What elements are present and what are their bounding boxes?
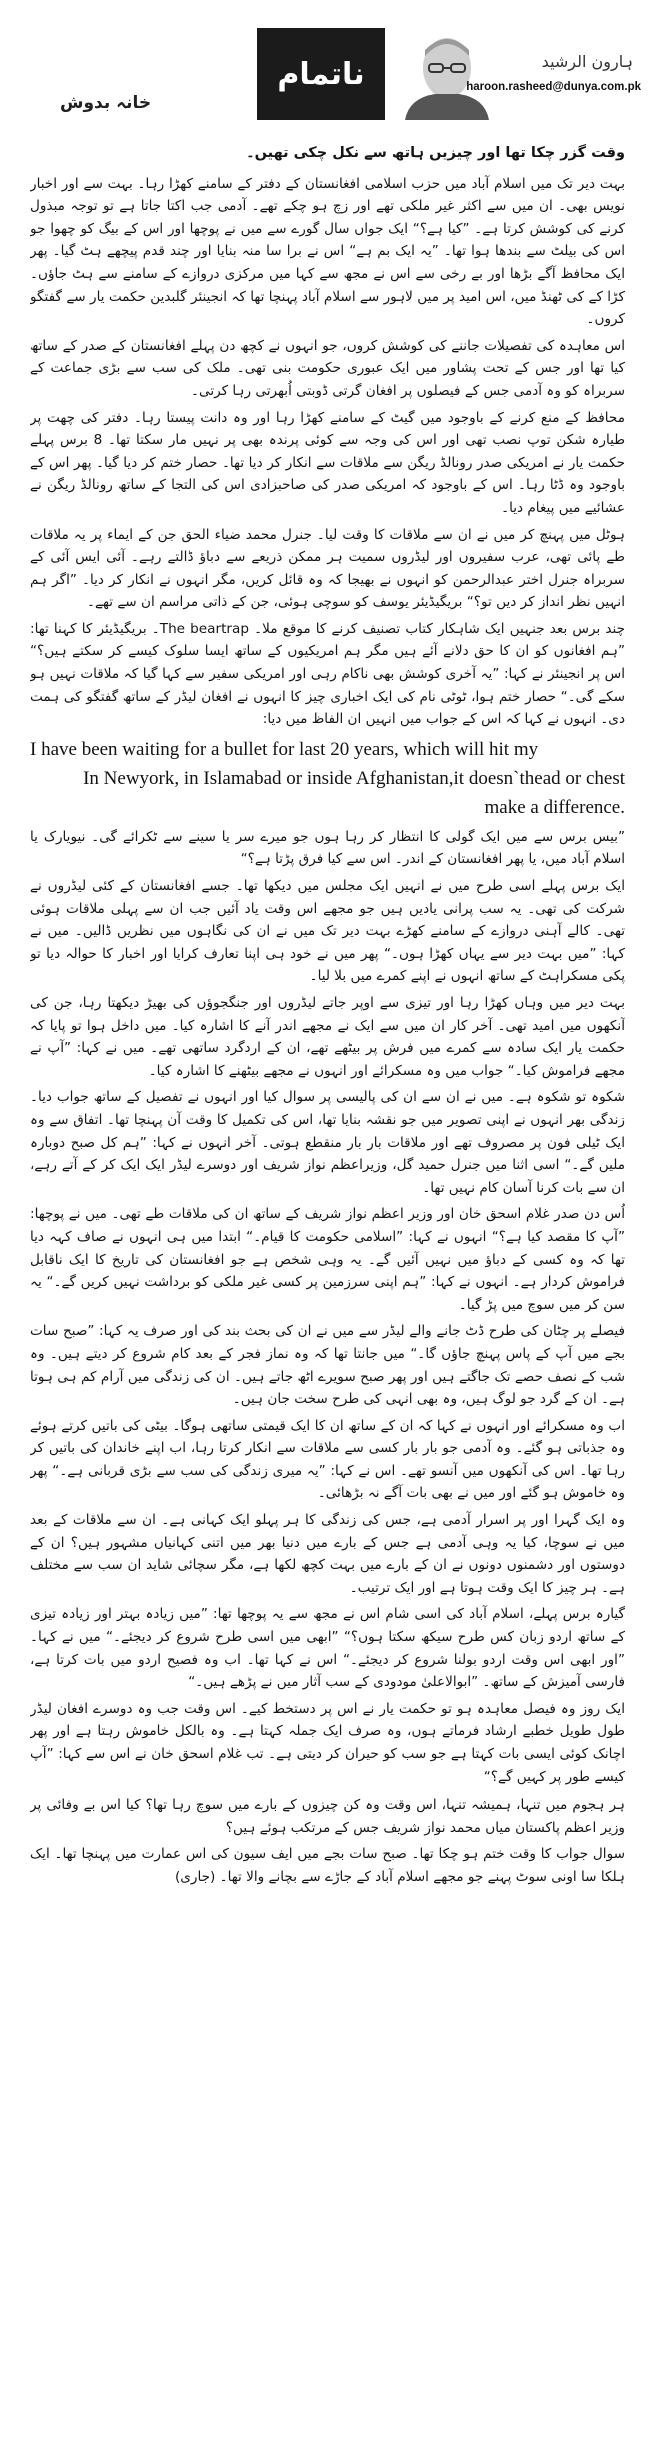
article-paragraph: ایک برس پہلے اسی طرح میں نے انہیں ایک مجلس میں دیکھا تھا۔ جسے افغانستان کے کئی لیڈروں نے شرکت کی تھی۔ یہ سب پرانی یادیں ہیں جو مجھے اس وقت یاد آئیں جب ان سے پہلی ملاقات ہوئی تھی۔ کالے آہنی دروازے کے سامنے کھڑے بہت دیر تک میں نے ان کی نگاہوں میں نظریں ڈالیں۔ میں نے کہا: ”میں بہت دیر سے یہاں کھڑا ہوں۔“ پھر میں نے خود ہی اپنا تعارف کرایا اور اخبار کا حوالہ دیا تو پکی مسکراہٹ کے ساتھ انہوں نے اپنے کمرے میں بلا لیا۔ [30, 878, 625, 985]
article-lead: وقت گزر چکا تھا اور چیزیں ہاتھ سے نکل چکی تھیں۔ [246, 145, 625, 161]
author-meta [466, 52, 641, 93]
article-paragraph: اب وہ مسکرائے اور انہوں نے کہا کہ ان کے ساتھ ان کا ایک قیمتی ساتھی ہوگا۔ بیٹی کی باتیں کرتے ہوئے وہ جذباتی ہو گئے۔ وہ آدمی جو بار بار کسی سے ملاقات سے انکار کرتا رہا، اب اپنے خاندان کی باتیں کر رہا تھا۔ اس کی آنکھوں میں آنسو تھے۔ اس نے کہا: ”یہ میری زندگی کی سب سے بڑی قربانی ہے۔“ پھر وہ خاموش ہو گئے اور میں نے بھی بات آگے نہ بڑھائی۔ [30, 1417, 625, 1502]
article-paragraph: ہوٹل میں پہنچ کر میں نے ان سے ملاقات کا وقت لیا۔ جنرل محمد ضیاء الحق جن کے ایماء پر یہ ملاقات طے پائی تھی، عرب سفیروں اور لیڈروں سمیت ہر ممکن ذریعے سے دباؤ ڈالتے رہے۔ آئی ایس آئی کے سربراہ جنرل اختر عبدالرحمن کو انہوں نے بھیجا کہ وہ قائل کریں، مگر انہوں نے انکار کر دیا۔ ”اگر ہم انہیں نظر انداز کر دیں تو؟“ بریگیڈیئر یوسف کو سوچی ہوئی، جن کے ذاتی مراسم ان سے تھے۔ [30, 526, 625, 611]
article-paragraph: بہت دیر تک میں اسلام آباد میں حزب اسلامی افغانستان کے دفتر کے سامنے کھڑا رہا۔ بہت سے اور اخبار نویس بھی۔ ان میں سے اکثر غیر ملکی تھے اور زچ ہو چکے تھے۔ آدمی جب اکتا جاتا ہے تو توجہ مبذول کرنے کی کوشش کرتا ہے۔ ”کیا ہے؟“ ایک جواں سال گورے سے میں نے پوچھا اور اس کے بیگ کو چھوا جو اس کی بیلٹ سے بندھا ہوا تھا۔ ”یہ ایک بم ہے“ اس نے برا سا منہ بنایا اور چند قدم پیچھے ہٹ گیا۔ پھر ایک محافظ آگے بڑھا اور بے رخی سے اس نے مجھ سے کہا میں مرکزی دروازے کے سامنے سے ہٹ جاؤں۔ کڑا کے کی ٹھنڈ میں، اس امید پر میں لاہور سے اسلام آباد پہنچا تھا کہ انجینئر گلبدین حکمت یار سے گفتگو کروں۔ [30, 175, 625, 328]
article-paragraph: محافظ کے منع کرنے کے باوجود میں گیٹ کے سامنے کھڑا رہا اور وہ دانت پیستا رہا۔ دفتر کی چھت پر طیارہ شکن توپ نصب تھی اور اس کی وجہ سے کوئی پرندہ بھی پر نہیں مار سکتا تھا۔ 8 برس پہلے حکمت یار نے امریکی صدر رونالڈ ریگن سے ملاقات سے انکار کر دیا تھا۔ حصار ختم کر دیا گیا۔ پھر اس کے باوجود وہ ڈٹا رہا۔ اس کے باوجود کہ امریکی صدر کی صاحبزادی اس کی التجا کے ساتھ رونالڈ ریگن نے عشائیے میں پیغام دیا۔ [30, 409, 625, 516]
article-paragraph: گیارہ برس پہلے، اسلام آباد کی اسی شام اس نے مجھ سے یہ پوچھا تھا: ”میں زیادہ بہتر اور زیادہ تیزی کے ساتھ اردو زبان کس طرح سیکھ سکتا ہوں؟“ ”ابھی میں اسی طرح شروع کر دیجئے۔“ میں نے کہا۔ ”اور ابھی اس وقت اردو بولنا شروع کر دیجئے۔“ اس نے کہا تھا۔ اب وہ فصیح اردو میں بات کرتا ہے، فارسی آمیزش کے ساتھ۔ ”ابوالاعلیٰ مودودی کے سب آثار میں نے پڑھے ہیں۔“ [30, 1606, 625, 1691]
article-closing-paragraph: ہر ہجوم میں تنہا، ہمیشہ تنہا، اس وقت وہ کن چیزوں کے بارے میں سوچ رہا تھا؟ کیا اس بے وفائی پر وزیر اعظم پاکستان میاں محمد نواز شریف جس کے مرتکب ہوئے ہیں؟ [30, 1797, 625, 1836]
column-logo-text: ناتمام [277, 56, 365, 92]
article-paragraph: اس معاہدہ کی تفصیلات جاننے کی کوشش کروں، جو انہوں نے کچھ دن پہلے افغانستان کے صدر کے ساتھ کیا تھا اور جس کے تحت پشاور میں ایک عبوری حکومت بنی تھی۔ ملک کی سب سے بڑی جماعت کے سربراہ کو وہ آدمی جس کے فیصلوں پر افغان گرتی ڈوبتی اُبھرتی رہا کرتی۔ [30, 337, 625, 399]
article-paragraph: چند برس بعد جنہیں ایک شاہکار کتاب تصنیف کرنے کا موقع ملا۔ The beartrap۔ بریگیڈیئر کا کہنا تھا: ”ہم افغانوں کو ان کا حق دلانے آئے ہیں مگر ہم امریکیوں کے ساتھ ایسا سلوک کیسے کر سکتے ہیں؟“ اس پر انجینئر نے کہا: ”یہ آخری کوشش بھی ناکام رہی اور امریکی سفیر سے کہا گیا کہ ملاقات نہیں ہو سکے گی۔“ حصار ختم ہوا، ٹوٹی نام کی ایک اخباری چیز کا انہوں نے افغان لیڈر کے ساتھ گفتگو کی ہمت دی۔ انہوں نے کہا کہ اس کے جواب میں انہیں ان الفاظ میں دیا: [30, 620, 625, 728]
article-closing-paragraph: سوال جواب کا وقت ختم ہو چکا تھا۔ صبح سات بجے میں ایف سیون کی اس عمارت میں پہنچا تھا۔ ایک ہلکا سا اونی سوٹ پہنے جو مجھے اسلام آباد کے جاڑے سے بچانے والا تھا۔ (جاری) [30, 1846, 625, 1885]
english-quote-line: make a difference. [484, 796, 625, 818]
article-body [30, 142, 625, 2442]
author-email[interactable]: haroon.rasheed@dunya.com.pk [466, 81, 641, 93]
column-logo [257, 28, 385, 120]
author-photo [395, 28, 499, 120]
column-title: خانہ بدوش [60, 93, 152, 113]
article-paragraph: اُس دن صدر غلام اسحق خان اور وزیر اعظم نواز شریف کے ساتھ ان کی ملاقات طے تھی۔ میں نے پوچھا: ”آپ کا مقصد کیا ہے؟“ انہوں نے کہا: ”اسلامی حکومت کا قیام۔“ ابتدا میں ہی انہوں نے صاف کہہ دیا تھا کہ وہ کسی کے دباؤ میں نہیں آئیں گے۔ یہ وہی شخص ہے جو افغانستان کی تاریخ کا ایک ناقابل فراموش کردار ہے۔ انہوں نے کہا: ”ہم اپنی سرزمین پر کسی غیر ملکی کو برداشت نہیں کریں گے۔“ یہ سن کر میں سوچ میں پڑ گیا۔ [30, 1206, 625, 1313]
article-paragraph: وہ ایک گہرا اور پر اسرار آدمی ہے، جس کی زندگی کا ہر پہلو ایک کہانی ہے۔ ان سے ملاقات کے بعد میں نے سوچا، کیا یہ وہی آدمی ہے جس کے بارے میں دنیا بھر میں اتنی کہانیاں مشہور ہیں؟ ان کے دوستوں اور دشمنوں دونوں نے ان کے بارے میں بہت کچھ لکھا ہے، مگر سچائی شاید ان سب سے مختلف ہے۔ ہر چیز کا ایک وقت ہوتا ہے اور ایک ترتیب۔ [30, 1512, 625, 1596]
column-masthead [257, 28, 641, 120]
english-quote [30, 735, 625, 822]
article-paragraph: شکوہ تو شکوہ ہے۔ میں نے ان سے ان کی پالیسی پر سوال کیا اور انہوں نے تفصیل کے ساتھ جواب دیا۔ زندگی بھر انہوں نے اپنی تصویر میں جو نقشہ بنایا تھا، اس کی تکمیل کا وقت آن پہنچا تھا۔ اتفاق سے وہ ایک ٹیلی فون پر مصروف تھے اور ملاقات بار بار منقطع ہوتی۔ آخر انہوں نے کہا: ”ہم کل صبح دوبارہ ملیں گے۔“ اسی اثنا میں جنرل حمید گل، وزیراعظم نواز شریف اور دوسرے لیڈر ایک ایک کر کے آتے رہے، ان سے بات کرنا آسان کام نہیں تھا۔ [30, 1089, 625, 1196]
article-paragraph: بہت دیر میں وہاں کھڑا رہا اور تیزی سے اوپر جاتے لیڈروں اور جنگجوؤں کی بھیڑ دیکھتا رہا، جن کی آنکھوں میں امید تھی۔ آخر کار ان میں سے ایک نے مجھے اندر آنے کا اشارہ کیا۔ میں داخل ہوا تو پایا کہ حکمت یار ایک سادہ سے کمرے میں فرش پر بیٹھے تھے، ان کے اردگرد ساتھی تھے۔ میں نے کہا: ”آپ نے مجھے فراموش کیا۔“ جواب میں وہ مسکرائے اور انہوں نے مجھے بیٹھنے کا اشارہ کیا۔ [30, 995, 625, 1079]
article-paragraph: فیصلے پر چٹان کی طرح ڈٹ جانے والے لیڈر سے میں نے ان کی بحث بند کی اور صرف یہ کہا: ”صبح سات بجے میں آپ کے پاس پہنچ جاؤں گا۔“ میں جانتا تھا کہ وہ نماز فجر کے بعد کام شروع کر دیتے ہیں۔ وہ شب کے نصف حصے تک جاگتے ہیں اور پھر صبح سویرے اٹھ جاتے ہیں۔ ان کی زندگی میں آرام کم ہی ہوتا ہے۔ ان کے گرد جو لوگ ہیں، وہ بھی انہی کی طرح سخت جان ہیں۔ [30, 1323, 625, 1408]
english-quote-line: In Newyork, in Islamabad or inside Afghanistan,it doesn`thead or chest [83, 767, 625, 789]
article-paragraph: ”بیس برس سے میں ایک گولی کا انتظار کر رہا ہوں جو میرے سر یا سینے سے ٹکرائے گی۔ نیویارک یا اسلام آباد میں، یا پھر افغانستان کے اندر۔ اس سے کیا فرق پڑتا ہے؟“ [30, 828, 625, 868]
author-name: ہارون الرشید [541, 52, 633, 71]
author-portrait-icon [395, 28, 499, 120]
english-quote-line: I have been waiting for a bullet for last 20 years, which will hit my [30, 738, 539, 760]
article-paragraph: ایک روز وہ فیصل معاہدہ ہو تو حکمت یار نے اس پر دستخط کیے۔ اس وقت جب وہ دوسرے افغان لیڈر طول طویل خطبے ارشاد فرماتے ہوں، وہ صرف ایک جملہ کہتا ہے۔ وہ بالکل خاموش رہتا ہے اور پھر اچانک کوئی ایسی بات کہتا ہے جو سب کو حیران کر دیتی ہے۔ تب غلام اسحق خان نے اس سے کہا: ”آپ کیسے طور پر کہیں گے؟“ [30, 1700, 625, 1785]
